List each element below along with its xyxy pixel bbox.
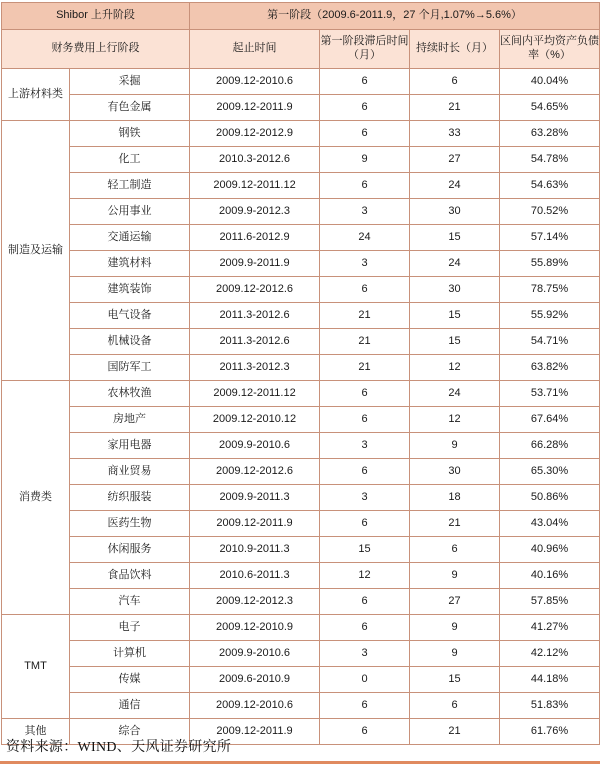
avg-debt-ratio: 43.04% <box>500 511 600 537</box>
industry-name: 建筑装饰 <box>70 277 190 303</box>
column-header-duration: 持续时长（月） <box>410 30 500 69</box>
table-row <box>2 589 600 615</box>
table-row <box>2 225 600 251</box>
period-range: 2009.12-2012.3 <box>190 589 320 615</box>
table-row <box>2 173 600 199</box>
table-row <box>2 693 600 719</box>
industry-name: 化工 <box>70 147 190 173</box>
duration-months: 15 <box>410 225 500 251</box>
period-range: 2009.9-2012.3 <box>190 199 320 225</box>
duration-months: 30 <box>410 277 500 303</box>
lag-months: 6 <box>320 615 410 641</box>
lag-months: 6 <box>320 459 410 485</box>
avg-debt-ratio: 57.85% <box>500 589 600 615</box>
lag-months: 24 <box>320 225 410 251</box>
duration-months: 27 <box>410 147 500 173</box>
title-left: Shibor 上升阶段 <box>2 3 190 30</box>
table-header-row <box>2 30 600 69</box>
industry-name: 国防军工 <box>70 355 190 381</box>
industry-name: 电气设备 <box>70 303 190 329</box>
table-row <box>2 667 600 693</box>
period-range: 2011.3-2012.6 <box>190 303 320 329</box>
industry-name: 公用事业 <box>70 199 190 225</box>
period-range: 2009.12-2011.12 <box>190 173 320 199</box>
avg-debt-ratio: 66.28% <box>500 433 600 459</box>
lag-months: 6 <box>320 407 410 433</box>
industry-name: 电子 <box>70 615 190 641</box>
lag-months: 6 <box>320 121 410 147</box>
lag-months: 3 <box>320 485 410 511</box>
duration-months: 21 <box>410 95 500 121</box>
duration-months: 27 <box>410 589 500 615</box>
industry-name: 纺织服装 <box>70 485 190 511</box>
duration-months: 15 <box>410 667 500 693</box>
industry-name: 综合 <box>70 719 190 745</box>
duration-months: 24 <box>410 173 500 199</box>
table-row <box>2 277 600 303</box>
group-label: 上游材料类 <box>2 69 70 121</box>
industry-name: 钢铁 <box>70 121 190 147</box>
industry-name: 休闲服务 <box>70 537 190 563</box>
group-label: 其他 <box>2 719 70 745</box>
duration-months: 9 <box>410 563 500 589</box>
industry-name: 医药生物 <box>70 511 190 537</box>
avg-debt-ratio: 40.04% <box>500 69 600 95</box>
lag-months: 6 <box>320 381 410 407</box>
avg-debt-ratio: 61.76% <box>500 719 600 745</box>
avg-debt-ratio: 54.63% <box>500 173 600 199</box>
duration-months: 21 <box>410 511 500 537</box>
column-header-period: 起止时间 <box>190 30 320 69</box>
duration-months: 24 <box>410 381 500 407</box>
period-range: 2009.9-2010.6 <box>190 433 320 459</box>
industry-name: 食品饮料 <box>70 563 190 589</box>
table-row <box>2 459 600 485</box>
lag-months: 6 <box>320 719 410 745</box>
lag-months: 6 <box>320 693 410 719</box>
table-row <box>2 121 600 147</box>
period-range: 2009.12-2010.9 <box>190 615 320 641</box>
avg-debt-ratio: 65.30% <box>500 459 600 485</box>
group-label: 消费类 <box>2 381 70 615</box>
column-header-stage: 财务费用上行阶段 <box>2 30 190 69</box>
lag-months: 3 <box>320 199 410 225</box>
period-range: 2009.12-2010.6 <box>190 693 320 719</box>
group-label: TMT <box>2 615 70 719</box>
period-range: 2009.12-2011.9 <box>190 95 320 121</box>
industry-name: 通信 <box>70 693 190 719</box>
period-range: 2009.12-2011.12 <box>190 381 320 407</box>
group-label: 制造及运输 <box>2 121 70 381</box>
industry-name: 建筑材料 <box>70 251 190 277</box>
industry-name: 家用电器 <box>70 433 190 459</box>
avg-debt-ratio: 41.27% <box>500 615 600 641</box>
industry-name: 计算机 <box>70 641 190 667</box>
avg-debt-ratio: 63.82% <box>500 355 600 381</box>
table-row <box>2 615 600 641</box>
table-row <box>2 199 600 225</box>
period-range: 2009.9-2011.3 <box>190 485 320 511</box>
lag-months: 6 <box>320 589 410 615</box>
period-range: 2009.12-2011.9 <box>190 511 320 537</box>
avg-debt-ratio: 63.28% <box>500 121 600 147</box>
industry-name: 采掘 <box>70 69 190 95</box>
shibor-phase-table <box>1 2 600 745</box>
table-row <box>2 147 600 173</box>
source-note: 资料来源：WIND、天风证券研究所 <box>6 740 232 755</box>
duration-months: 6 <box>410 537 500 563</box>
table-row <box>2 329 600 355</box>
period-range: 2009.12-2012.6 <box>190 277 320 303</box>
duration-months: 30 <box>410 199 500 225</box>
duration-months: 21 <box>410 719 500 745</box>
avg-debt-ratio: 70.52% <box>500 199 600 225</box>
table-row <box>2 251 600 277</box>
duration-months: 9 <box>410 641 500 667</box>
avg-debt-ratio: 40.96% <box>500 537 600 563</box>
avg-debt-ratio: 54.78% <box>500 147 600 173</box>
duration-months: 9 <box>410 433 500 459</box>
avg-debt-ratio: 55.89% <box>500 251 600 277</box>
avg-debt-ratio: 50.86% <box>500 485 600 511</box>
table-document <box>0 2 600 764</box>
period-range: 2009.12-2010.6 <box>190 69 320 95</box>
lag-months: 6 <box>320 511 410 537</box>
avg-debt-ratio: 53.71% <box>500 381 600 407</box>
table-row <box>2 485 600 511</box>
industry-name: 机械设备 <box>70 329 190 355</box>
column-header-lag: 第一阶段滞后时间（月） <box>320 30 410 69</box>
table-row <box>2 69 600 95</box>
period-range: 2011.3-2012.3 <box>190 355 320 381</box>
duration-months: 33 <box>410 121 500 147</box>
lag-months: 0 <box>320 667 410 693</box>
table-row <box>2 355 600 381</box>
duration-months: 12 <box>410 407 500 433</box>
title-right: 第一阶段（2009.6-2011.9，27 个月,1.07%→5.6%） <box>190 3 600 30</box>
industry-name: 商业贸易 <box>70 459 190 485</box>
avg-debt-ratio: 44.18% <box>500 667 600 693</box>
avg-debt-ratio: 54.71% <box>500 329 600 355</box>
table-row <box>2 381 600 407</box>
duration-months: 12 <box>410 355 500 381</box>
duration-months: 15 <box>410 303 500 329</box>
lag-months: 3 <box>320 433 410 459</box>
period-range: 2009.6-2010.9 <box>190 667 320 693</box>
table-row <box>2 303 600 329</box>
period-range: 2011.6-2012.9 <box>190 225 320 251</box>
table-row <box>2 641 600 667</box>
lag-months: 3 <box>320 251 410 277</box>
period-range: 2009.9-2011.9 <box>190 251 320 277</box>
industry-name: 汽车 <box>70 589 190 615</box>
lag-months: 6 <box>320 69 410 95</box>
avg-debt-ratio: 78.75% <box>500 277 600 303</box>
industry-name: 农林牧渔 <box>70 381 190 407</box>
industry-name: 有色金属 <box>70 95 190 121</box>
table-title-row <box>2 3 600 30</box>
industry-name: 交通运输 <box>70 225 190 251</box>
duration-months: 6 <box>410 693 500 719</box>
table-row <box>2 407 600 433</box>
period-range: 2009.12-2010.12 <box>190 407 320 433</box>
period-range: 2009.12-2012.9 <box>190 121 320 147</box>
duration-months: 18 <box>410 485 500 511</box>
duration-months: 24 <box>410 251 500 277</box>
lag-months: 21 <box>320 355 410 381</box>
industry-name: 轻工制造 <box>70 173 190 199</box>
lag-months: 15 <box>320 537 410 563</box>
column-header-ratio: 区间内平均资产负债率（%） <box>500 30 600 69</box>
table-row <box>2 95 600 121</box>
table-row <box>2 511 600 537</box>
lag-months: 6 <box>320 173 410 199</box>
lag-months: 9 <box>320 147 410 173</box>
period-range: 2010.9-2011.3 <box>190 537 320 563</box>
period-range: 2009.12-2011.9 <box>190 719 320 745</box>
lag-months: 6 <box>320 277 410 303</box>
period-range: 2011.3-2012.6 <box>190 329 320 355</box>
avg-debt-ratio: 42.12% <box>500 641 600 667</box>
lag-months: 12 <box>320 563 410 589</box>
period-range: 2009.9-2010.6 <box>190 641 320 667</box>
period-range: 2010.6-2011.3 <box>190 563 320 589</box>
duration-months: 15 <box>410 329 500 355</box>
avg-debt-ratio: 57.14% <box>500 225 600 251</box>
duration-months: 6 <box>410 69 500 95</box>
avg-debt-ratio: 51.83% <box>500 693 600 719</box>
avg-debt-ratio: 54.65% <box>500 95 600 121</box>
lag-months: 21 <box>320 329 410 355</box>
avg-debt-ratio: 40.16% <box>500 563 600 589</box>
table-row <box>2 563 600 589</box>
lag-months: 6 <box>320 95 410 121</box>
duration-months: 9 <box>410 615 500 641</box>
duration-months: 30 <box>410 459 500 485</box>
table-row <box>2 537 600 563</box>
period-range: 2009.12-2012.6 <box>190 459 320 485</box>
avg-debt-ratio: 67.64% <box>500 407 600 433</box>
table-row <box>2 433 600 459</box>
industry-name: 房地产 <box>70 407 190 433</box>
period-range: 2010.3-2012.6 <box>190 147 320 173</box>
lag-months: 21 <box>320 303 410 329</box>
lag-months: 3 <box>320 641 410 667</box>
industry-name: 传媒 <box>70 667 190 693</box>
avg-debt-ratio: 55.92% <box>500 303 600 329</box>
